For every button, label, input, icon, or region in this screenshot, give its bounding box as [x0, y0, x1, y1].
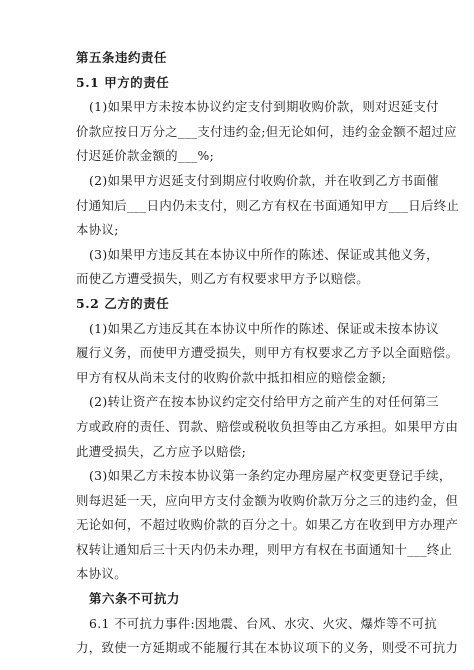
paragraph-line: (2)如果甲方迟延支付到期应付收购价款，并在收到乙方书面催	[89, 172, 439, 188]
paragraph-line: 付迟延价款金额的___%;	[76, 148, 215, 164]
paragraph-line: 6.1 不可抗力事件:因地震、台风、水灾、火灾、爆炸等不可抗	[89, 615, 438, 631]
paragraph-line: 方或政府的责任、罚款、赔偿或税收负担等由乙方承担。如果甲方由	[76, 418, 459, 434]
paragraph-line: 力，致使一方延期或不能履行其在本协议项下的义务，则受不可抗力	[76, 640, 459, 656]
paragraph-line: (1)如果甲方未按本协议约定支付到期收购价款，则对迟延支付	[89, 99, 439, 115]
article-5-title: 第五条违约责任	[76, 50, 167, 65]
paragraph-line: 甲方有权从尚未支付的收购价款中抵扣相应的赔偿金额;	[76, 369, 387, 385]
paragraph-line: (1)如果乙方违反其在本协议中所作的陈述、保证或未按本协议	[89, 320, 439, 336]
section-5-2-title: 5.2 乙方的责任	[76, 295, 170, 311]
paragraph-line: (3)如果甲方违反其在本协议中所作的陈述、保证或其他义务，	[89, 246, 439, 262]
paragraph-line: 此遭受损失，乙方应予以赔偿;	[76, 443, 247, 459]
paragraph-line: 本协议;	[76, 222, 119, 238]
paragraph-line: (3)如果乙方未按本协议第一条约定办理房屋产权变更登记手续，	[89, 468, 452, 484]
paragraph-line: 履行义务，而使甲方遭受损失，则甲方有权要求乙方予以全面赔偿。	[76, 345, 459, 361]
paragraph-line: (2)转让资产在按本协议约定交付给甲方之前产生的对任何第三	[89, 394, 439, 410]
paragraph-line: 付通知后___日内仍未支付，则乙方有权在书面通知甲方___日后终止	[76, 197, 460, 213]
article-6-title: 第六条不可抗力	[89, 591, 180, 607]
paragraph-line: 则每迟延一天，应向甲方支付金额为收购价款万分之三的违约金，但	[76, 492, 459, 508]
paragraph-line: 本协议。	[76, 566, 127, 582]
paragraph-line: 价款应按日万分之___支付违约金;但无论如何，违约金金额不超过应	[76, 123, 457, 139]
paragraph-line: 无论如何，不超过收购价款的百分之十。如果乙方在收到甲方办理产	[76, 517, 459, 533]
paragraph-line: 而使乙方遭受损失，则乙方有权要求甲方予以赔偿。	[76, 271, 370, 287]
paragraph-line: 权转让通知后三十天内仍未办理，则甲方有权在书面通知十___终止	[76, 541, 453, 557]
section-5-1-title: 5.1 甲方的责任	[76, 74, 170, 90]
